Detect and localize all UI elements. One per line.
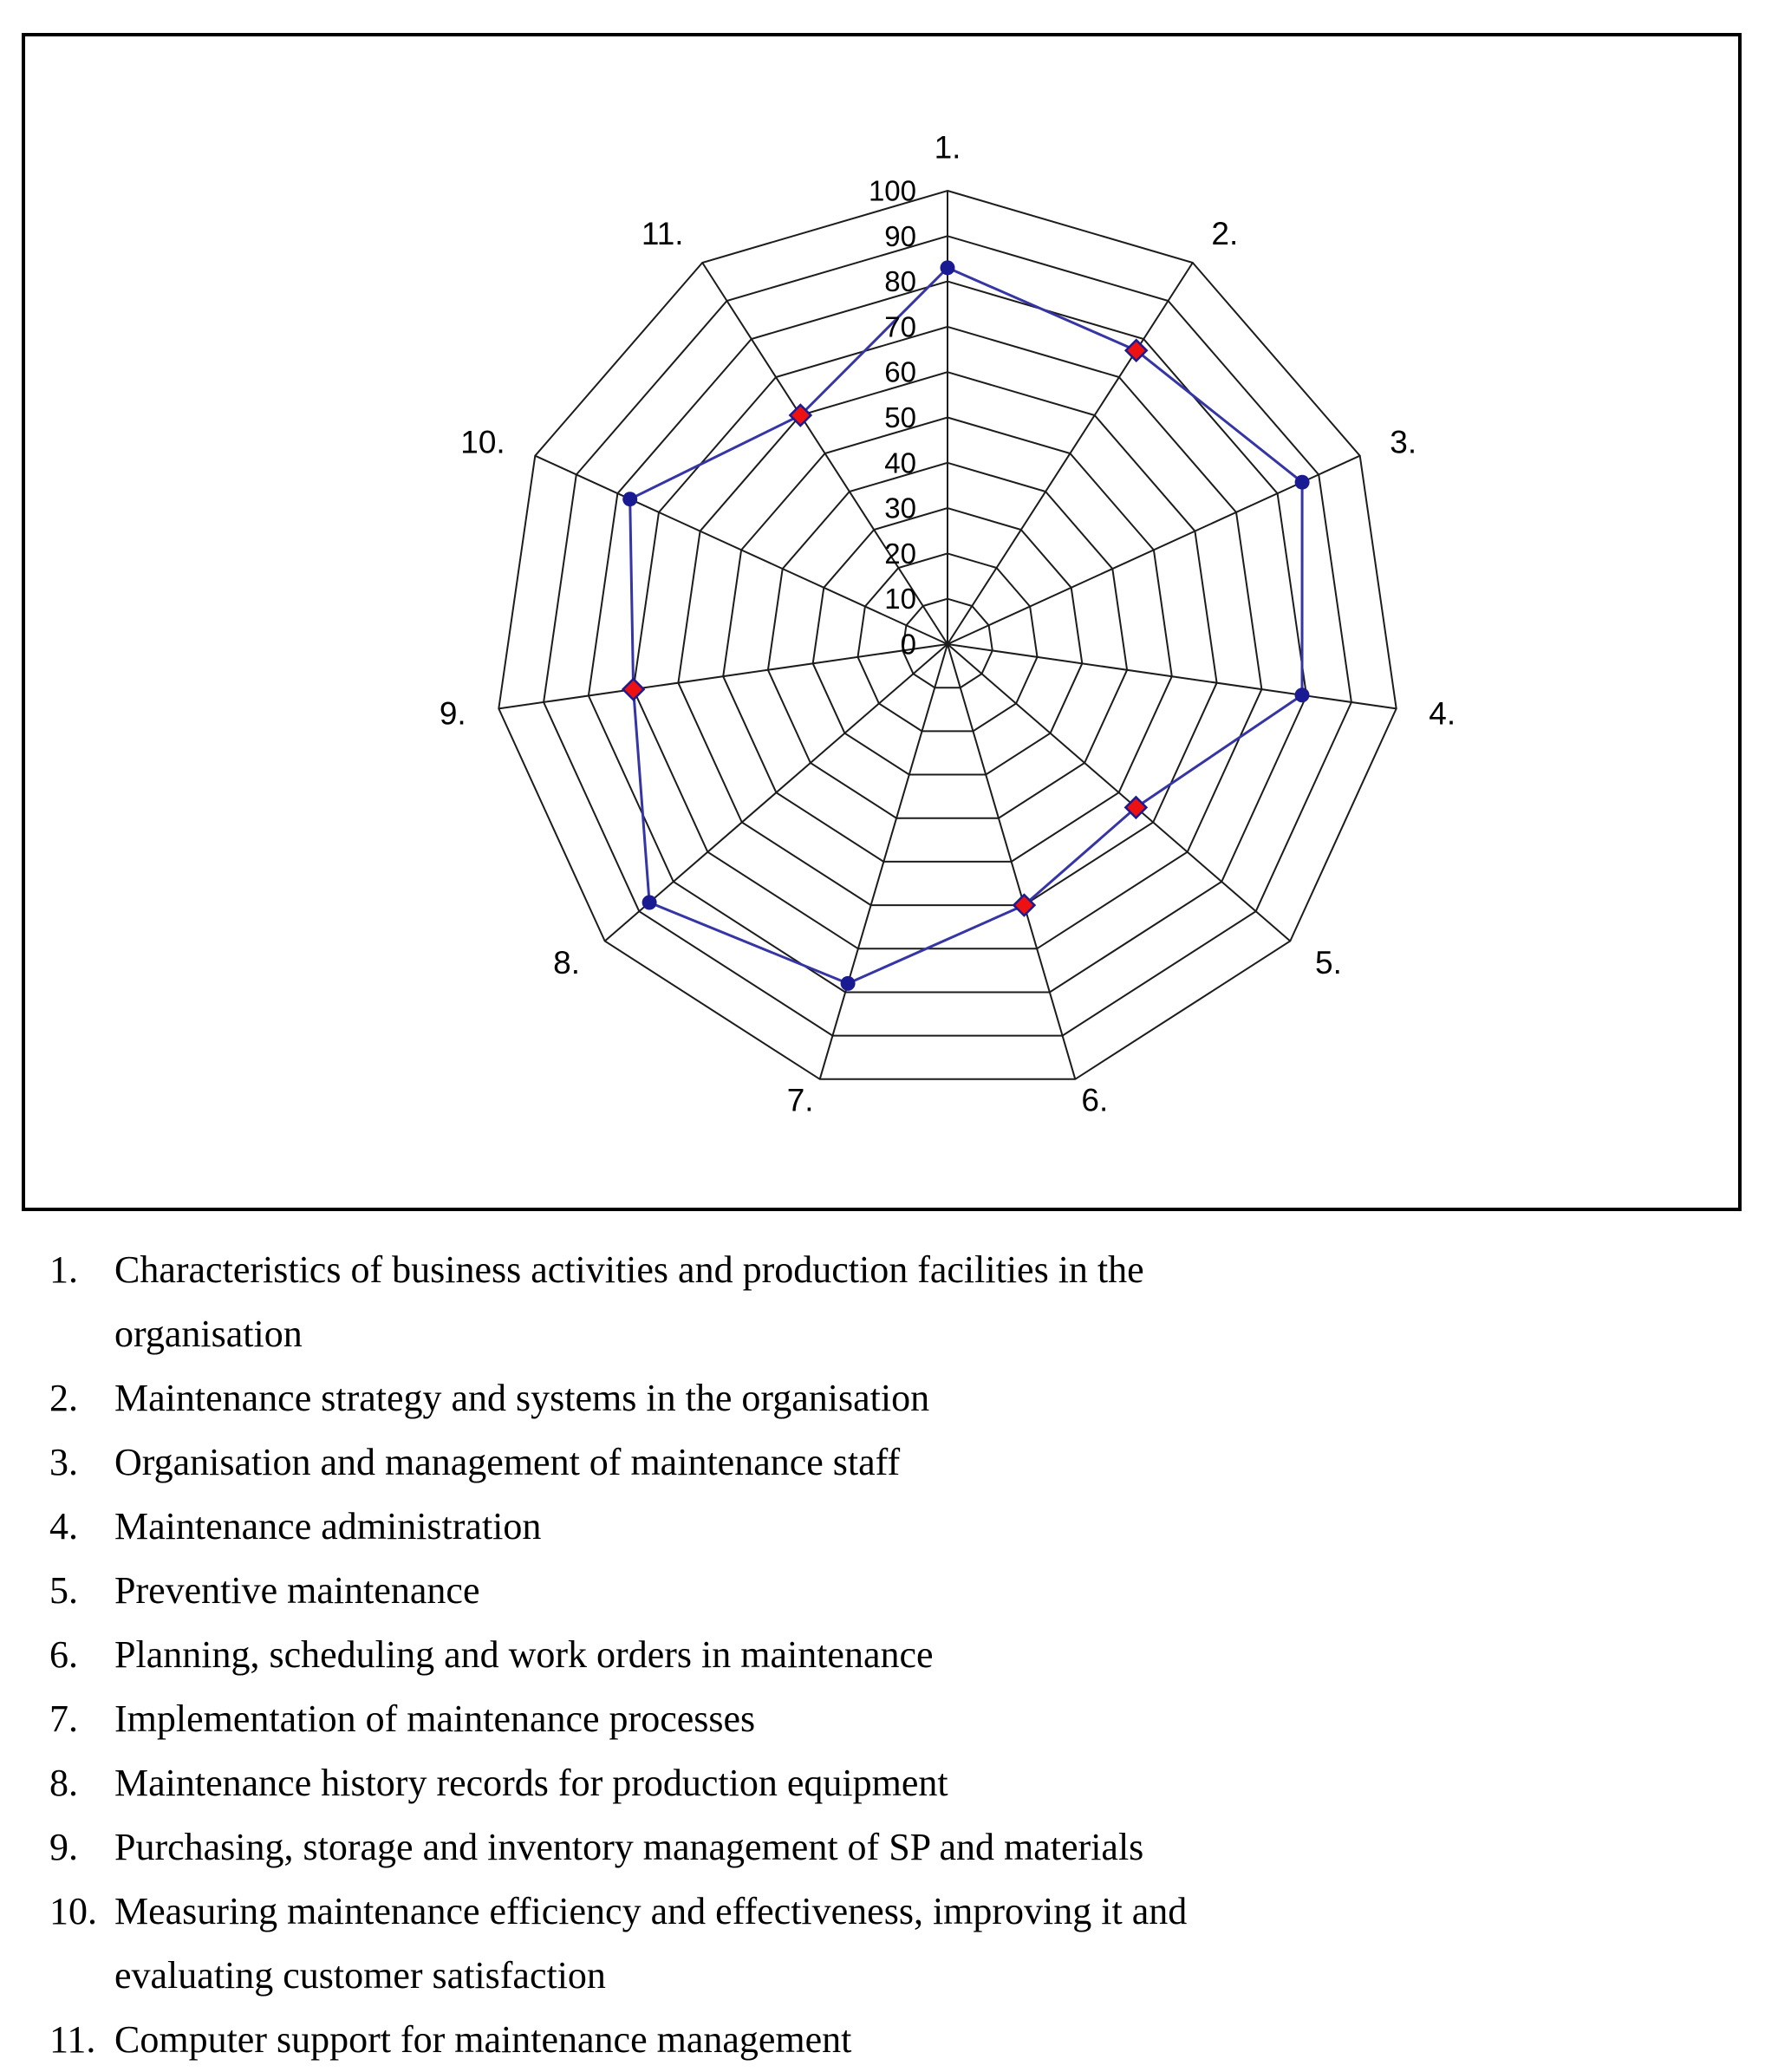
spoke-line <box>498 644 948 708</box>
axis-category-label: 7. <box>786 1082 814 1118</box>
legend-item-number: 10. <box>49 1890 97 1932</box>
tick-label: 40 <box>884 446 916 479</box>
legend-item-number: 1. <box>49 1248 78 1291</box>
tick-label: 70 <box>884 310 916 343</box>
legend-item <box>49 1559 1723 1623</box>
tick-label: 60 <box>884 355 916 388</box>
axis-category-label: 8. <box>553 944 580 981</box>
tick-label: 100 <box>868 174 916 207</box>
legend-item-text: Planning, scheduling and work orders in maintenance <box>114 1633 934 1676</box>
legend-item-text: Characteristics of business activities and production facilities in the organisation <box>114 1248 1144 1355</box>
legend-item <box>49 1687 1723 1751</box>
tick-label: 20 <box>884 537 916 570</box>
radar-chart <box>25 36 1738 1208</box>
legend-item-number: 6. <box>49 1633 78 1676</box>
spoke-line <box>948 644 1397 708</box>
tick-label: 10 <box>884 583 916 616</box>
data-marker-circle <box>1295 475 1310 490</box>
data-marker-circle <box>1295 687 1310 702</box>
legend-item <box>49 1815 1723 1880</box>
legend-item <box>49 1623 1723 1687</box>
axis-category-label: 1. <box>934 129 961 166</box>
data-marker-diamond <box>623 679 644 700</box>
legend-item <box>49 1238 1723 1366</box>
legend-list <box>49 1238 1723 2072</box>
axis-category-label: 3. <box>1390 424 1417 460</box>
axis-category-label: 9. <box>439 695 466 732</box>
legend-item-text: Preventive maintenance <box>114 1569 480 1612</box>
legend-item-number: 2. <box>49 1377 78 1419</box>
figure-frame <box>22 33 1742 1211</box>
legend-item-number: 9. <box>49 1826 78 1868</box>
legend-item <box>49 1430 1723 1495</box>
tick-label: 50 <box>884 401 916 433</box>
data-marker-circle <box>941 260 955 275</box>
axis-category-label: 6. <box>1081 1082 1109 1118</box>
legend-item <box>49 1880 1723 2008</box>
axis-category-label: 5. <box>1315 944 1342 981</box>
legend-item-number: 11. <box>49 2018 96 2061</box>
legend-item-text: Purchasing, storage and inventory management of SP and materials <box>114 1826 1144 1868</box>
tick-label: 30 <box>884 492 916 525</box>
tick-label: 0 <box>900 628 916 661</box>
axis-category-label: 11. <box>641 215 684 251</box>
legend-item-text: Organisation and management of maintenance staff <box>114 1441 901 1483</box>
axis-category-label: 10. <box>460 424 505 460</box>
legend-item <box>49 1495 1723 1559</box>
legend-item-number: 7. <box>49 1697 78 1740</box>
legend-item-text: Maintenance administration <box>114 1505 542 1547</box>
tick-label: 80 <box>884 265 916 298</box>
legend-item <box>49 2008 1723 2072</box>
legend-item-text: Measuring maintenance efficiency and effectiveness, improving it and evaluating customer satisfaction <box>114 1890 1188 1997</box>
legend-item <box>49 1366 1723 1430</box>
legend-item-text: Computer support for maintenance management <box>114 2018 852 2061</box>
legend-item-text: Maintenance strategy and systems in the organisation <box>114 1377 930 1419</box>
axis-category-label: 2. <box>1211 215 1239 251</box>
legend-item <box>49 1751 1723 1815</box>
data-marker-circle <box>622 492 637 506</box>
legend-item-text: Implementation of maintenance processes <box>114 1697 756 1740</box>
legend-item-number: 4. <box>49 1505 78 1547</box>
data-marker-circle <box>642 896 657 910</box>
axis-category-label: 4. <box>1429 695 1456 732</box>
legend-item-text: Maintenance history records for production equipment <box>114 1762 948 1804</box>
legend-item-number: 3. <box>49 1441 78 1483</box>
data-marker-circle <box>841 976 856 991</box>
legend-item-number: 5. <box>49 1569 78 1612</box>
tick-label: 90 <box>884 219 916 252</box>
legend-item-number: 8. <box>49 1762 78 1804</box>
